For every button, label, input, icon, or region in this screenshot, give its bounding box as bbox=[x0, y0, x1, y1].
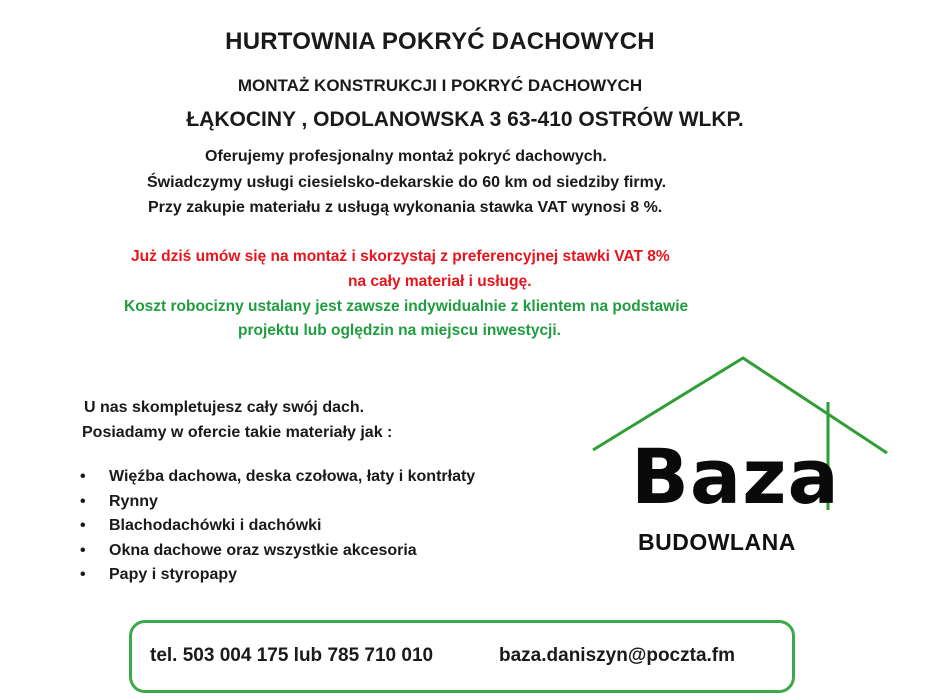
bullet-icon: • bbox=[80, 468, 86, 485]
intro-line-3: Przy zakupie materiału z usługą wykonania stawka VAT wynosi 8 %. bbox=[148, 199, 663, 216]
promo-red-line-2: na cały materiał i usługę. bbox=[348, 273, 532, 290]
list-item bbox=[78, 493, 475, 518]
intro-line-2: Świadczymy usługi ciesielsko-dekarskie do 60 km od siedziby firmy. bbox=[147, 174, 667, 191]
materials-intro-line-2: Posiadamy w ofercie takie materiały jak : bbox=[82, 424, 393, 441]
bullet-icon: • bbox=[80, 541, 86, 559]
bullet-icon: • bbox=[80, 492, 86, 510]
contact-phone: tel. 503 004 175 lub 785 710 010 bbox=[150, 645, 434, 666]
intro-line-1: Oferujemy profesjonalny montaż pokryć dachowych. bbox=[205, 148, 607, 165]
list-item bbox=[78, 468, 475, 493]
list-item bbox=[78, 566, 475, 591]
logo-wordmark: Baza bbox=[631, 432, 840, 521]
promo-green-line-1: Koszt robocizny ustalany jest zawsze indywidualnie z klientem na podstawie bbox=[124, 298, 689, 315]
list-item bbox=[78, 517, 475, 542]
list-item-label: Papy i styropapy bbox=[109, 566, 238, 583]
promo-green-line-2: projektu lub oględzin na miejscu inwestycji. bbox=[238, 322, 561, 339]
materials-intro-line-1: U nas skompletujesz cały swój dach. bbox=[84, 399, 365, 416]
list-item-label: Więźba dachowa, deska czołowa, łaty i kontrłaty bbox=[109, 468, 476, 485]
list-item bbox=[78, 542, 475, 567]
page-subtitle: MONTAŻ KONSTRUKCJI I POKRYĆ DACHOWYCH bbox=[237, 76, 643, 95]
bullet-icon: • bbox=[80, 517, 86, 534]
company-address: ŁĄKOCINY , ODOLANOWSKA 3 63-410 OSTRÓW WLKP. bbox=[186, 108, 744, 131]
logo-subtitle: BUDOWLANA bbox=[638, 529, 796, 555]
bullet-icon: • bbox=[80, 566, 86, 583]
promo-red-line-1: Już dziś umów się na montaż i skorzystaj z preferencyjnej stawki VAT 8% bbox=[131, 248, 670, 265]
list-item-label: Okna dachowe oraz wszystkie akcesoria bbox=[109, 541, 417, 559]
materials-list bbox=[78, 468, 475, 591]
list-item-label: Rynny bbox=[109, 492, 158, 510]
list-item-label: Blachodachówki i dachówki bbox=[109, 517, 322, 534]
page-title: HURTOWNIA POKRYĆ DACHOWYCH bbox=[225, 28, 655, 55]
contact-email: baza.daniszyn@poczta.fm bbox=[499, 645, 736, 666]
